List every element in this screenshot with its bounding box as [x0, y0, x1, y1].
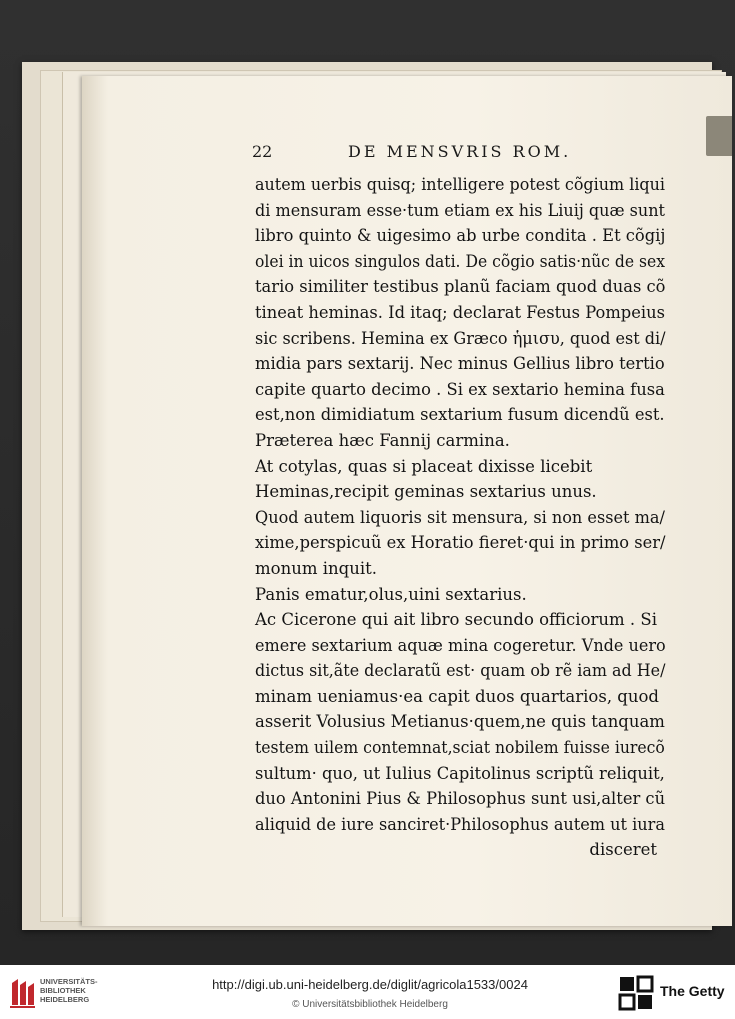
- text-line: xime,perspicuũ ex Horatio fieret·qui in primo ser/: [255, 533, 666, 553]
- text-line: asserit Volusius Metianus·quem,ne quis tanquam: [255, 712, 665, 732]
- text-line: emere sextarium aquæ mina cogeretur. Vnde uero: [255, 635, 666, 655]
- text-line: minam ueniamus·ea capit duos quartarios, quod: [255, 686, 659, 706]
- text-line: duo Antonini Pius & Philosophus sunt usi,alter cũ: [255, 789, 666, 809]
- getty-logo-icon[interactable]: [618, 975, 654, 1011]
- text-line: tineat heminas. Id itaq; declarat Festus Pompeius: [255, 302, 665, 322]
- uni-heidelberg-logo-icon: [8, 975, 36, 1009]
- institution-name: UNIVERSITÄTS- BIBLIOTHEK HEIDELBERG: [40, 977, 98, 1004]
- text-line: At cotylas, quas si placeat dixisse licebit: [255, 456, 593, 476]
- text-line: sultum· quo, ut Iulius Capitolinus scriptũ reliquit,: [255, 763, 665, 783]
- running-head: DE MENSVRIS ROM.: [348, 142, 572, 161]
- text-line: aliquid de iure sanciret·Philosophus autem ut iura: [255, 814, 665, 834]
- text-line: autem uerbis quisq; intelligere potest cõgium liqui: [255, 175, 666, 194]
- viewer-footer: [0, 965, 735, 1019]
- text-line: Ac Cicerone qui ait libro secundo officiorum . Si: [255, 610, 657, 630]
- text-line: tario similiter testibus planũ faciam quod duas cõ: [255, 277, 666, 297]
- page-clip: [706, 116, 732, 156]
- text-line: testem uilem contemnat,sciat nobilem fuisse iurecõ: [255, 738, 665, 758]
- page-number: 22: [252, 142, 273, 161]
- text-line: midia pars sextarij. Nec minus Gellius libro tertio: [255, 354, 665, 374]
- text-line: est,non dimidiatum sextarium fusum dicendũ est.: [255, 405, 665, 425]
- text-line: olei in uicos singulos dati. De cõgio satis·nũc de sex: [255, 251, 666, 271]
- page-text: [255, 172, 665, 863]
- text-line: monum inquit.: [255, 558, 377, 578]
- copyright-notice: © Universitätsbibliothek Heidelberg: [292, 999, 448, 1010]
- permalink-url[interactable]: http://digi.ub.uni-heidelberg.de/diglit/agricola1533/0024: [212, 977, 528, 992]
- text-line: Quod autem liquoris sit mensura, si non esset ma/: [255, 507, 665, 527]
- text-line: libro quinto & uigesimo ab urbe condita . Et cõgij: [255, 226, 666, 246]
- text-line: di mensuram esse·tum etiam ex his Liuij quæ sunt: [255, 200, 666, 220]
- text-line: capite quarto decimo . Si ex sextario hemina fusa: [255, 379, 665, 399]
- text-line: Panis ematur,olus,uini sextarius.: [255, 584, 527, 604]
- text-line: Præterea hæc Fannij carmina.: [255, 430, 510, 450]
- text-line: Heminas,recipit geminas sextarius unus.: [255, 482, 597, 502]
- catchword: disceret: [589, 840, 657, 860]
- sponsor-name[interactable]: The Getty: [660, 983, 725, 999]
- page-header: [252, 140, 612, 164]
- uni-heidelberg-logo[interactable]: [8, 973, 128, 1013]
- text-line: sic scribens. Hemina ex Græco ἡμισυ, quod est di/: [255, 328, 666, 348]
- text-line: dictus sit,ãte declaratũ est· quam ob rẽ iam ad He/: [255, 661, 666, 681]
